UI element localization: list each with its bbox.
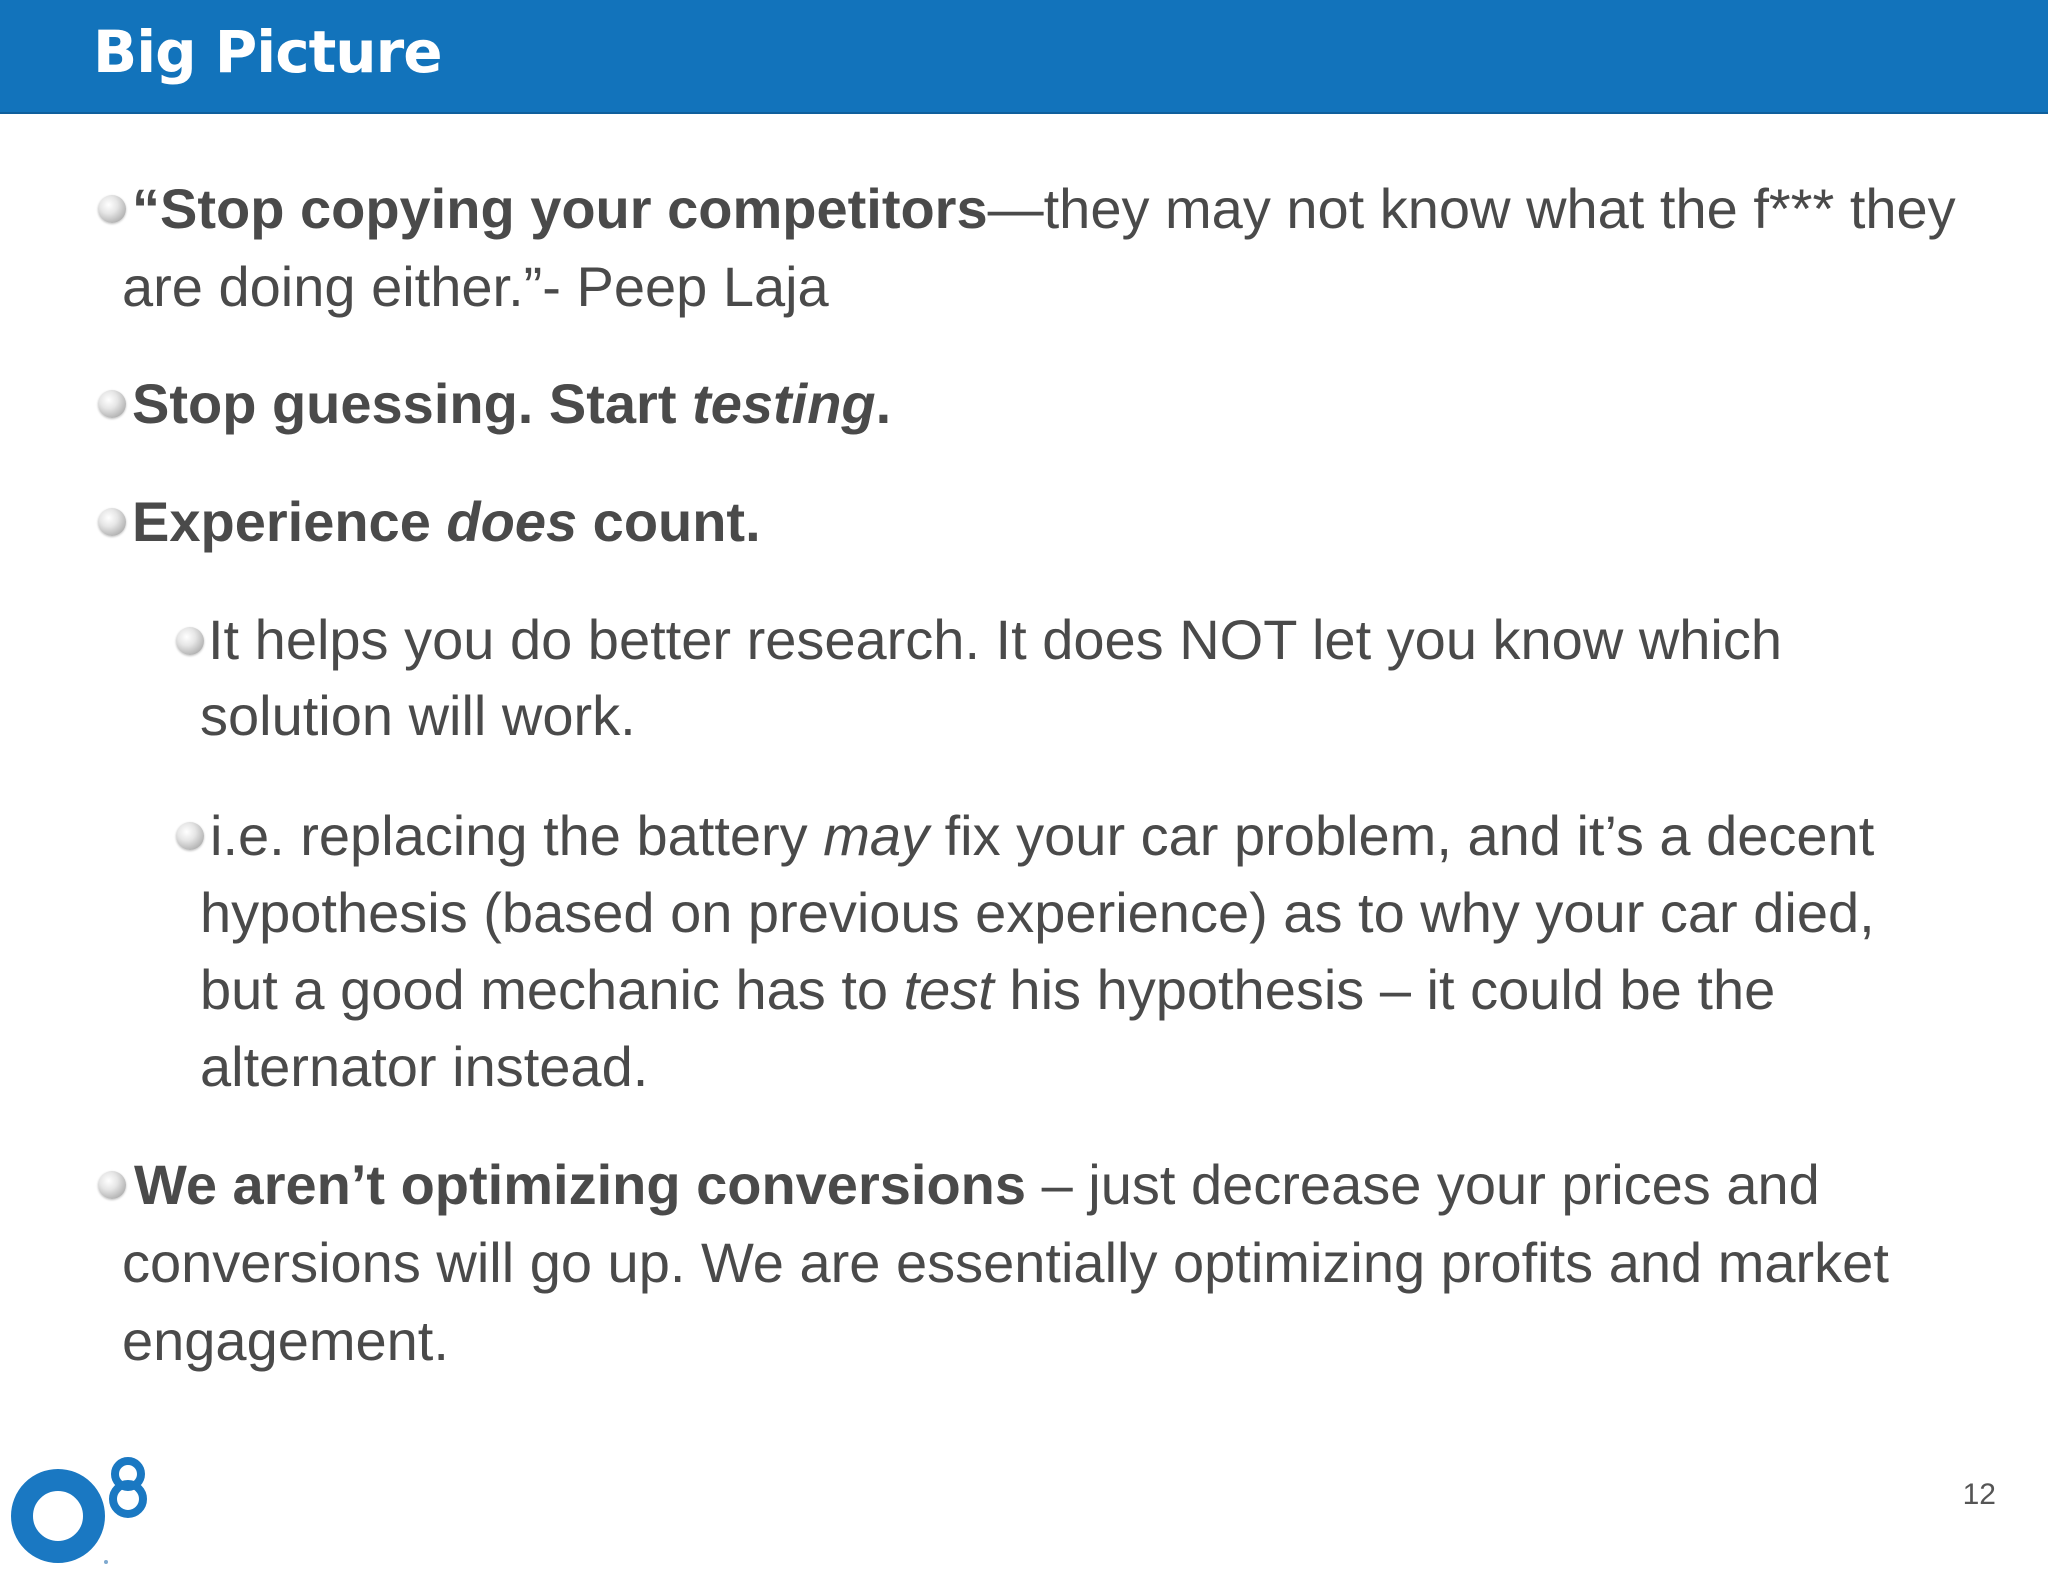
quote-bold-text: “Stop copying your competitors	[132, 177, 988, 240]
bullet-icon	[98, 390, 126, 418]
title-bar	[0, 0, 2048, 114]
testing-emphasis: testing	[692, 372, 876, 435]
may-emphasis: may	[823, 804, 930, 867]
does-emphasis: does	[446, 490, 578, 553]
experience-end: count.	[577, 490, 761, 553]
battery-text-3: his hypothesis – it could be the alternator instead.	[200, 958, 1776, 1098]
bullet-experience	[132, 483, 1932, 561]
sub-bullet-battery	[200, 797, 1960, 1105]
battery-text-1: i.e. replacing the battery	[210, 804, 824, 867]
conversions-text: – just decrease your prices and conversions will go up. We are essentially optimizing profits and market engagement.	[122, 1153, 1889, 1372]
stop-guessing-end: .	[875, 372, 892, 435]
bullet-icon	[98, 508, 126, 536]
research-text: It helps you do better research. It does NOT let you know which solution will work.	[200, 608, 1782, 747]
conversions-bold-text: We aren’t optimizing conversions	[134, 1153, 1027, 1216]
bullet-conversions	[122, 1146, 1982, 1380]
company-logo	[8, 1450, 158, 1570]
page-number: 12	[1962, 1478, 1996, 1511]
slide-title: Big Picture	[93, 18, 442, 86]
stop-guessing-text: Stop guessing. Start	[132, 372, 693, 435]
quote-text: —they may not know what the f*** they are doing either.”- Peep Laja	[122, 177, 1956, 318]
sub-bullet-research	[200, 602, 1940, 754]
battery-text-2: fix your car problem, and it’s a decent hypothesis (based on previous experience) as to why your car died, but a good mechanic has to	[200, 804, 1875, 1021]
bullet-stop-guessing	[132, 365, 1932, 443]
experience-text: Experience	[132, 490, 447, 553]
test-emphasis: test	[903, 958, 994, 1021]
bullet-quote	[122, 170, 1982, 326]
